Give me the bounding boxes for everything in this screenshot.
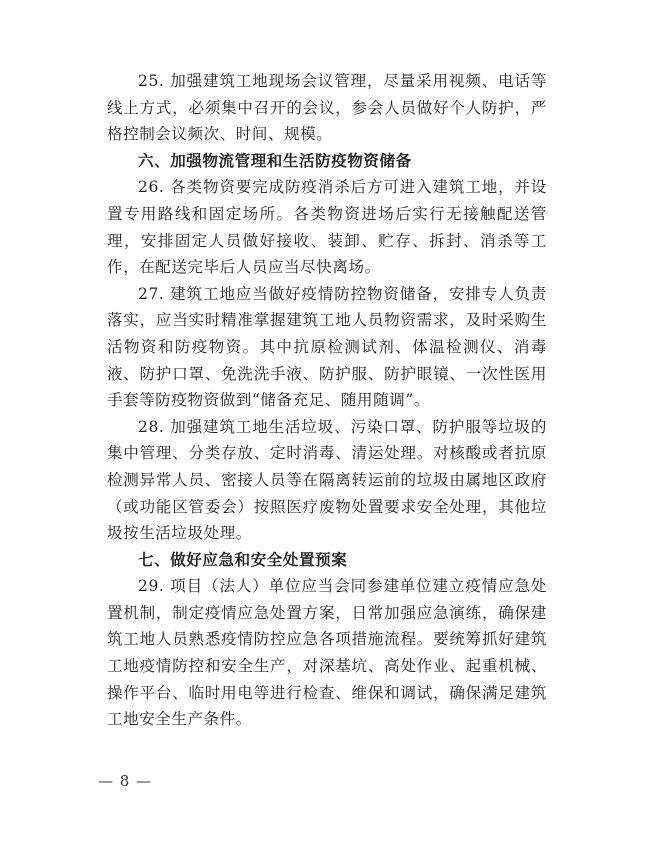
paragraph-29: 29. 项目（法人）单位应当会同参建单位建立疫情应急处置机制，制定疫情应急处置方案，日常加强应急演练，确保建筑工地人员熟悉疫情防控应急各项措施流程。要统筹抓好建筑工地疫情防控和安全生产，对深基坑、高处作业、起重机械、操作平台、临时用电等进行检查、维保和调试，确保满足建筑工地安全生产条件。 [107,577,547,729]
paragraph-28: 28. 加强建筑工地生活垃圾、污染口罩、防护服等垃圾的集中管理、分类存放、定时消毒、清运处理。对核酸或者抗原检测异常人员、密接人员等在隔离转运前的垃圾由属地区政府（或功能区管委会）按照医疗废物处置要求安全处理，其他垃圾按生活垃圾处理。 [107,417,547,543]
paragraph-27: 27. 建筑工地应当做好疫情防控物资储备，安排专人负责落实，应当实时精准掌握建筑工地人员物资需求，及时采购生活物资和防疫物资。其中抗原检测试剂、体温检测仪、消毒液、防护口罩、免洗洗手液、防护服、防护眼镜、一次性医用手套等防疫物资做到“储备充足、随用随调”。 [107,284,547,410]
section-heading-7: 七、做好应急和安全处置预案 [138,550,348,569]
paragraph-26: 26. 各类物资要完成防疫消杀后方可进入建筑工地，并设置专用路线和固定场所。各类物资进场后实行无接触配送管理，安排固定人员做好接收、装卸、贮存、拆封、消杀等工作，在配送完毕后人员应当尽快离场。 [107,178,547,277]
document-body [107,68,547,733]
section-heading-6: 六、加强物流管理和生活防疫物资储备 [138,151,412,170]
paragraph-25: 25. 加强建筑工地现场会议管理，尽量采用视频、电话等线上方式，必须集中召开的会议，参会人员做好个人防护，严格控制会议频次、时间、规模。 [107,72,547,144]
page-number: — 8 — [98,772,153,790]
